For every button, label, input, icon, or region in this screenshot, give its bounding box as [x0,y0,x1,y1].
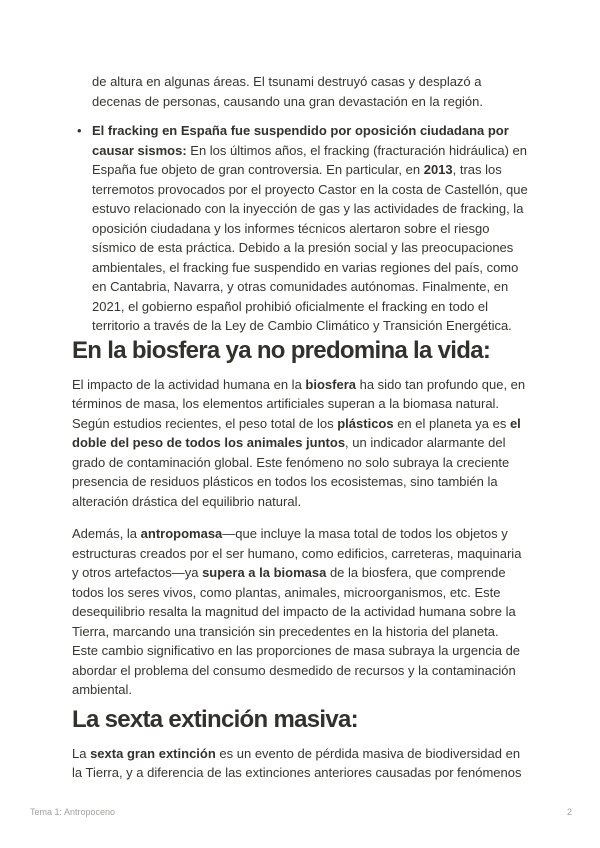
bullet-marker-icon: • [77,123,82,138]
paragraph-sexta-extincion: La sexta gran extinción es un evento de pérdida masiva de biodiversidad en la Tierra, y a diferencia de las extinciones anteriores causadas por fenómenos [72,745,522,780]
paragraph-antropomasa: Además, la antropomasa—que incluye la masa total de todos los objetos y estructuras creados por el ser humano, como edificios, carreteras, maquinaria y otros artefactos—ya supera a la biomasa de la biosfera, que comprende todos los seres vivos, como plantas, animales, microorganismos, etc. Este desequilibrio resalta la magnitud del impacto de la actividad humana sobre la Tierra, marcando una transición sin precedentes en la historia del planeta. Este cambio significativo en las proporciones de masa subraya la urgencia de abordar el problema del consumo desmedido de recursos y la contaminación ambiental. [72,526,522,697]
page-footer [30,806,572,818]
section-heading-extincion: La sexta extinción masiva: [72,705,358,733]
bullet-item-text: El fracking en España fue suspendido por oposición ciudadana por causar sismos: En los últimos años, el fracking (fracturación hidráulica) en España fue objeto de gran controversia. En particular, en 2013, tras los terremotos provocados por el proyecto Castor en la costa de Castellón, que estuvo relacionado con la inyección de gas y las actividades de fracking, la oposición ciudadana y los informes técnicos alertaron sobre el riesgo sísmico de esta práctica. Debido a la presión social y las preocupaciones ambientales, el fracking fue suspendido en varias regiones del país, como en Cantabria, Navarra, y otras comunidades autónomas. Finalmente, en 2021, el gobierno español prohibió oficialmente el fracking en todo el territorio a través de la Ley de Cambio Climático y Transición Energética. [92,123,528,333]
footer-page-number: 2 [566,807,572,817]
section-heading-biosfera: En la biosfera ya no predomina la vida: [72,336,491,364]
footer-document-title: Tema 1: Antropoceno [30,807,116,817]
paragraph-plasticos: El impacto de la actividad humana en la biosfera ha sido tan profundo que, en términos de masa, los elementos artificiales superan a la biomasa natural. Según estudios recientes, el peso total de los plásticos en el planeta ya es el doble del peso de todos los animales juntos, un indicador alarmante del grado de contaminación global. Este fenómeno no solo subraya la creciente presencia de residuos plásticos en todos los ecosistemas, sino también la alteración drástica del equilibrio natural. [72,376,526,509]
bullet-list-item-fracking [72,121,528,336]
paragraph-tsunami-continuation: de altura en algunas áreas. El tsunami destruyó casas y desplazó a decenas de personas, causando una gran devastación en la región. [92,74,484,109]
